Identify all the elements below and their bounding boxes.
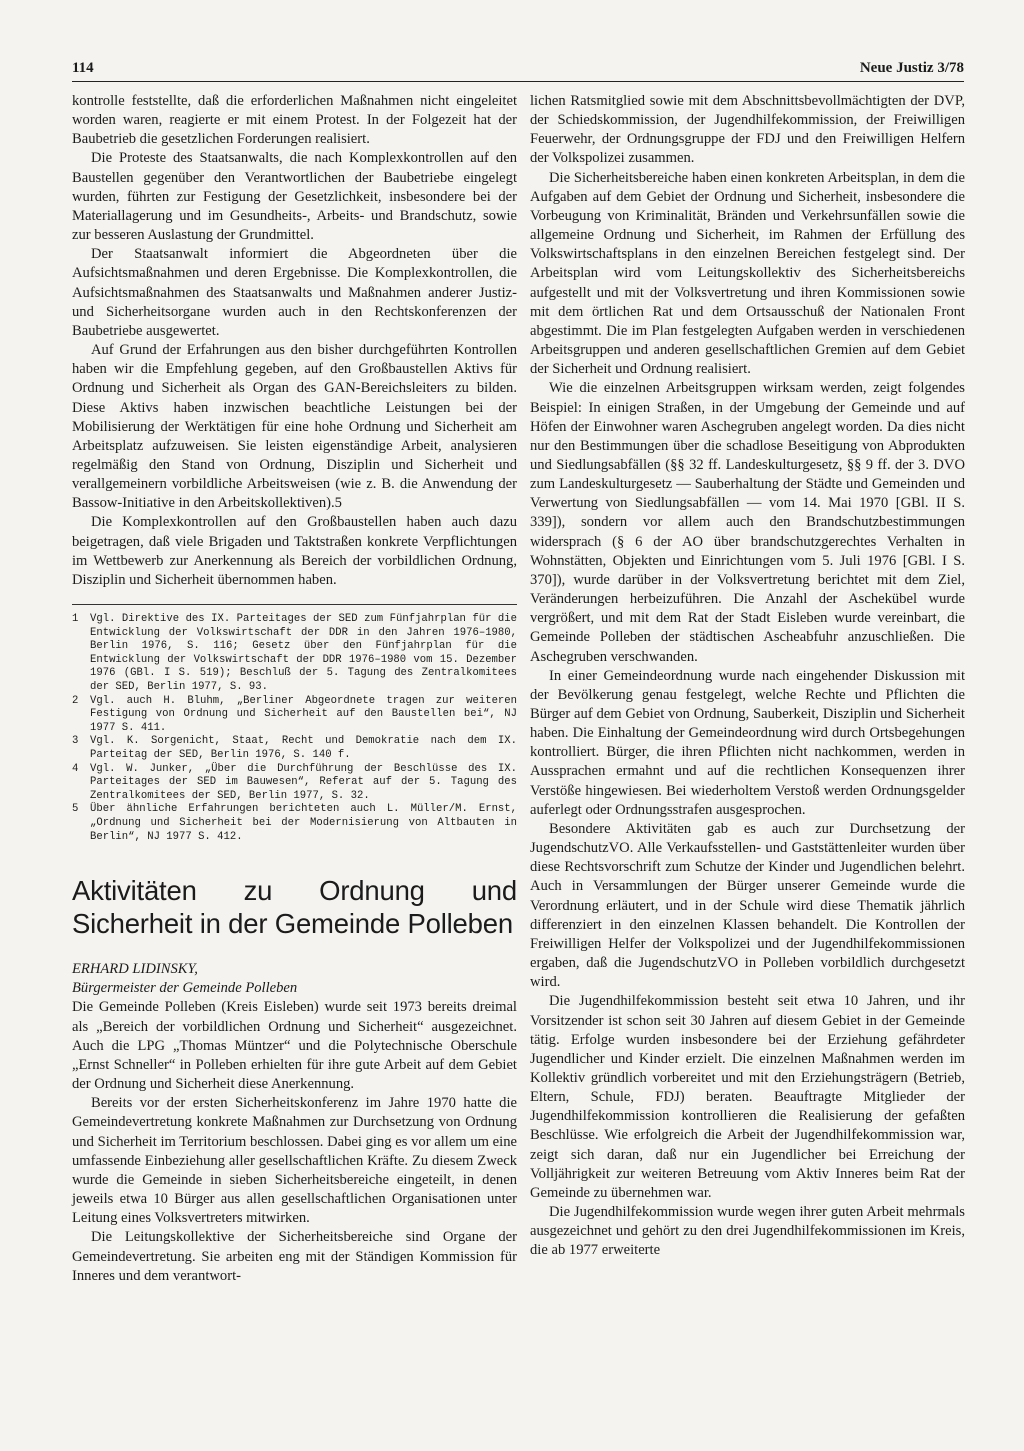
footnote-text: Über ähnliche Erfahrungen berichteten auch L. Müller/M. Ernst, „Ordnung und Sicherheit bei der Modernisierung von Altbauten in Berlin“, NJ 1977 S. 412. [90, 803, 517, 843]
footnote-rule [72, 604, 517, 605]
page-header [72, 52, 964, 82]
paragraph: Bereits vor der ersten Sicherheitskonferenz im Jahre 1970 hatte die Gemeindevertretung konkrete Maßnahmen zur Durchsetzung von Ordnung und Sicherheit im Territorium beschlossen. Dabei ging es vor allem um eine umfassende Einbeziehung aller gesellschaftlichen Kräfte. Zu diesem Zweck wurde die Gemeinde in sieben Sicherheitsbereiche eingeteilt, in denen jeweils etwa 10 Bürger aus allen gesellschaftlichen Organisationen unter Leitung eines Volksvertreters mitwirken. [72, 1095, 517, 1227]
paragraph: kontrolle feststellte, daß die erforderlichen Maßnahmen nicht eingeleitet worden waren, reagierte er mit einem Protest. In der Folgezeit hat der Baubetrieb die gesetzlichen Forderungen realisiert. [72, 93, 517, 148]
article-title: Aktivitäten zu Ordnung und Sicherheit in der Gemeinde Polleben [72, 875, 517, 940]
footnote [72, 613, 517, 695]
footnote [72, 803, 517, 844]
left-column [72, 92, 517, 1286]
paragraph: In einer Gemeindeordnung wurde nach eingehender Diskussion mit der Bevölkerung genau festgelegt, welche Rechte und Pflichten die Bürger auf dem Gebiet von Ordnung, Sauberkeit, Disziplin und Sicherheit haben. Die Einhaltung der Gemeindeordnung wird durch Ortsbegehungen kontrolliert. Bürger, die ihren Pflichten nicht nachkommen, werden in Aussprachen ermahnt und auf die rechtlichen Konsequenzen ihrer Verstöße hingewiesen. Bei wiederholtem Verstoß werden Ordnungsgelder auferlegt oder Ordnungsstrafen ausgesprochen. [530, 667, 965, 818]
paragraph: Die Gemeinde Polleben (Kreis Eisleben) wurde seit 1973 bereits dreimal als „Bereich der vorbildlichen Ordnung und Sicherheit“ ausgezeichnet. Auch die LPG „Thomas Müntzer“ und die Polytechnische Oberschule „Ernst Schneller“ in Polleben erhielten für ihre gute Arbeit auf dem Gebiet der Ordnung und Sicherheit diese Anerkennung. [72, 999, 517, 1093]
paragraph: Auf Grund der Erfahrungen aus den bisher durchgeführten Kontrollen haben wir die Empfehlung gegeben, auf den Großbaustellen Aktivs für Ordnung und Sicherheit als Organ des GAN-Bereichsleiters zu bilden. Diese Aktivs haben inzwischen beachtliche Leistungen bei der Mobilisierung der Werktätigen für eine hohe Ordnung und Sicherheit am Arbeitsplatz aufzuweisen. Sie leisten eigenständige Arbeit, analysieren regelmäßig den Stand von Ordnung, Disziplin und Sicherheit und verallgemeinern vorbildliche Arbeitsweisen (wie z. B. die Anwendung der Bassow-Initiative in den Arbeitskollektiven).5 [72, 342, 517, 512]
paragraph: lichen Ratsmitglied sowie mit dem Abschnittsbevollmächtigten der DVP, der Schiedskommission, der Jugendhilfekommission, der Freiwilligen Feuerwehr, der Ordnungsgruppe der FDJ und den Freiwilligen Helfern der Volkspolizei zusammen. [530, 93, 965, 167]
paragraph: Die Jugendhilfekommission wurde wegen ihrer guten Arbeit mehrmals ausgezeichnet und gehört zu den drei Jugendhilfekommissionen im Kreis, die ab 1977 erweiterte [530, 1204, 965, 1259]
footnote-number: 1 [72, 613, 79, 626]
header-rule [72, 81, 964, 82]
footnote-number: 4 [72, 762, 79, 775]
paragraph: Die Sicherheitsbereiche haben einen konkreten Arbeitsplan, in dem die Aufgaben auf dem Gebiet der Ordnung und Sicherheit, insbesondere die Vorbeugung von Kriminalität, Bränden und Verkehrsunfällen sowie die allgemeine Ordnung und Sicherheit, im Rahmen der Erfüllung des Volkswirtschaftsplans in den einzelnen Bereichen festgelegt sind. Der Arbeitsplan wird vom Leitungskollektiv des Sicherheitsbereichs aufgestellt und mit der Volksvertretung und ihren Kommissionen sowie mit dem örtlichen Rat und dem Ortsausschuß der Nationalen Front abgestimmt. Die im Plan festgelegten Aufgaben werden in verschiedenen Arbeitsgruppen und anderen gesellschaftlichen Gremien auf dem Gebiet der Sicherheit und Ordnung realisiert. [530, 169, 965, 378]
author-role: Bürgermeister der Gemeinde Polleben [72, 980, 298, 997]
footnote-number: 5 [72, 803, 79, 816]
paragraph: Besondere Aktivitäten gab es auch zur Durchsetzung der JugendschutzVO. Alle Verkaufsstellen- und Gaststättenleiter wurden über diese Rechtsvorschrift zum Schutze der Kinder und Jugendlichen belehrt. Auch in Versammlungen der Bürger unserer Gemeinde wurde die Verordnung erläutert, und in der Schule wird diese Thematik jährlich differenziert in den einzelnen Klassen behandelt. Die Kontrollen der Freiwilligen Helfer der Volkspolizei und der Jugendhilfekommissionen ergaben, daß die JugendschutzVO in Polleben vorbildlich durchgesetzt wird. [530, 820, 965, 991]
paragraph: Die Proteste des Staatsanwalts, die nach Komplexkontrollen auf den Baustellen gegenüber den Verantwortlichen der Baubetriebe eingelegt wurden, führten zur Festigung der Gesetzlichkeit, insbesondere bei der Materiallagerung und im Gesundheits-, Arbeits- und Brandschutz, sowie zur besseren Auslastung der Grundmittel. [72, 150, 517, 244]
footnotes [72, 613, 517, 844]
footnote-text: Vgl. auch H. Bluhm, „Berliner Abgeordnete tragen zur weiteren Festigung von Ordnung und Sicherheit auf den Baustellen bei“, NJ 1977 S. 411. [90, 694, 517, 734]
footnote-text: Vgl. W. Junker, „Über die Durchführung der Beschlüsse des IX. Parteitages der SED im Bauwesen“, Referat auf der 5. Tagung des Zentralkomitees der SED, Berlin 1977, S. 32. [90, 762, 517, 802]
paragraph: Der Staatsanwalt informiert die Abgeordneten über die Aufsichtsmaßnahmen und deren Ergebnisse. Die Komplexkontrollen, die Aufsichtsmaßnahmen des Staatsanwalts und Maßnahmen anderer Justiz- und Sicherheitsorgane wurden auch in den Rechtskonferenzen der Baubetriebe ausgewertet. [72, 246, 517, 339]
right-column [530, 92, 965, 1261]
footnote-number: 2 [72, 694, 79, 707]
footnote [72, 695, 517, 736]
paragraph: Die Leitungskollektive der Sicherheitsbereiche sind Organe der Gemeindevertretung. Sie arbeiten eng mit der Ständigen Kommission für Inneres und dem verantwort- [72, 1229, 517, 1284]
page-number: 114 [72, 60, 94, 76]
footnote-text: Vgl. K. Sorgenicht, Staat, Recht und Demokratie nach dem IX. Parteitag der SED, Berlin 1976, S. 140 f. [90, 735, 517, 761]
paragraph: Wie die einzelnen Arbeitsgruppen wirksam werden, zeigt folgendes Beispiel: In einigen Straßen, in der Umgebung der Gemeinde und auf Höfen der Einwohner waren Aschegruben angelegt worden. Da dies nicht nur den Bestimmungen über die schadlose Beseitigung von Abprodukten und Siedlungsabfällen (§§ 32 ff. Landeskulturgesetz, §§ 9 ff. der 3. DVO zum Landeskulturgesetz — Sauberhaltung der Städte und Gemeinden und Verwertung von Siedlungsabfällen — vom 14. Mai 1970 [GBl. II S. 339]), sondern vor allem auch den Brandschutzbestimmungen widersprach (§ 6 der AO über brandschutzgerechtes Verhalten in Wohnstätten, Objekten und Einrichtungen vom 5. Juli 1976 [GBl. I S. 370]), wurde darüber in der Volksvertretung berichtet mit dem Ziel, Veränderungen herbeizuführen. Die Anzahl der Aschekübel wurde vergrößert, und mit dem Rat der Stadt Eisleben wurde vereinbart, die Gemeinde Polleben der städtischen Ascheabfuhr anzuschließen. Die Aschegruben verschwanden. [530, 380, 965, 665]
footnote [72, 735, 517, 762]
journal-issue: Neue Justiz 3/78 [859, 60, 964, 76]
footnote [72, 763, 517, 804]
paragraph: Die Komplexkontrollen auf den Großbaustellen haben auch dazu beigetragen, daß viele Brigaden und Taktstraßen konkrete Verpflichtungen im Wettbewerb zur Anerkennung als Bereich der vorbildlichen Ordnung, Disziplin und Sicherheit übernommen haben. [72, 514, 517, 588]
author-name: ERHARD LIDINSKY, [72, 961, 198, 978]
paragraph: Die Jugendhilfekommission besteht seit etwa 10 Jahren, und ihr Vorsitzender ist schon seit 30 Jahren auf diesem Gebiet in der Gemeinde tätig. Erfolge wurden insbesondere bei der Erziehung gefährdeter Jugendlicher und Kinder erzielt. Die einzelnen Maßnahmen werden im Kollektiv gründlich vorbereitet und mit den Erziehungsträgern (Betrieb, Eltern, Schule, FDJ) beraten. Beauftragte Mitglieder der Jugendhilfekommission kontrollieren die Realisierung der gefaßten Beschlüsse. Wie erfolgreich die Arbeit der Jugendhilfekommission war, zeigt sich daran, daß nur ein Jugendlicher bei Erreichung der Volljährigkeit zur weiteren Betreuung vom Aktiv Inneres beim Rat der Gemeinde zu übernehmen war. [530, 993, 965, 1201]
footnote-text: Vgl. Direktive des IX. Parteitages der SED zum Fünfjahrplan für die Entwicklung der Volkswirtschaft der DDR in den Jahren 1976–1980, Berlin 1976, S. 116; Gesetz über den Fünfjahrplan für die Entwicklung der Volkswirtschaft der DDR 1976–1980 vom 15. Dezember 1976 (GBl. I S. 519); Beschluß der 5. Tagung des Zentralkomitees der SED, Berlin 1977, S. 93. [90, 613, 517, 694]
footnote-number: 3 [72, 735, 79, 748]
